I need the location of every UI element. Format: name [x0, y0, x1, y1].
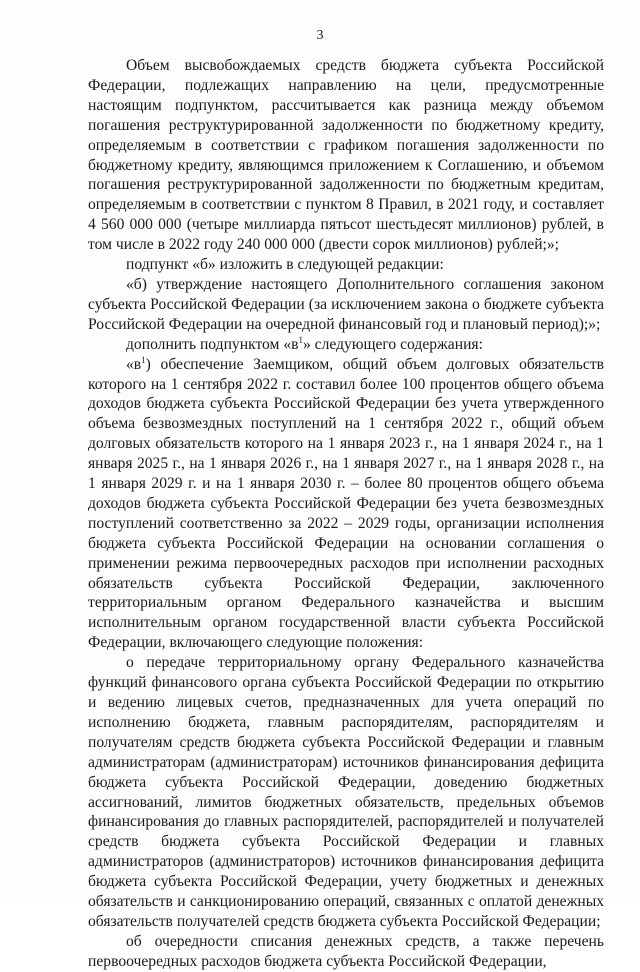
document-body: [88, 56, 604, 972]
paragraph-released-funds: Объем высвобождаемых средств бюджета субъекта Российской Федерации, подлежащих направлению на цели, предусмотренные настоящим подпунктом, рассчитывается как разница между объемом погашения реструктурированной задолженности по бюджетному кредиту, определяемым в соответствии с графиком погашения задолженности по бюджетному кредиту, являющимся приложением к Соглашению, и объемом погашения реструктурированной задолженности по бюджетным кредитам, определяемым в соответствии с пунктом 8 Правил, в 2021 году, и составляет 4 560 000 000 (четыре миллиарда пятьсот шестьдесят миллионов) рублей, в том числе в 2022 году 240 000 000 (двести сорок миллионов) рублей;»;: [88, 57, 604, 254]
text-fragment: » следующего содержания:: [302, 335, 483, 353]
paragraph-subclause-b: «б) утверждение настоящего Дополнительного соглашения законом субъекта Российской Федерации (за исключением закона о бюджете субъекта Российской Федерации на очередной финансовый год и плановый период);»;: [88, 275, 604, 333]
text-fragment: дополнить подпунктом «в: [126, 335, 299, 353]
paragraph-priority-expenses: об очередности списания денежных средств, а также перечень первоочередных расходов бюджета субъекта Российской Федерации,: [88, 932, 604, 970]
text-fragment: «в: [126, 355, 142, 373]
paragraph-subclause-v1: [88, 355, 604, 654]
superscript: 1: [141, 354, 146, 365]
paragraph-add-subclause-v1: [88, 335, 604, 355]
paragraph-treasury-functions: о передаче территориальному органу Федерального казначейства функций финансового органа субъекта Российской Федерации по открытию и ведению лицевых счетов, предназначенных для учета операций по исполнению бюджета, главным распорядителям, распорядителям и получателям средств бюджета субъекта Российской Федерации и главным администраторам (администраторам) источников финансирования дефицита бюджета субъекта Российской Федерации, доведению бюджетных ассигнований, лимитов бюджетных обязательств, предельных объемов финансирования до главных распорядителей, распорядителей и получателей средств бюджета субъекта Российской Федерации и главных администраторов (администраторов) источников финансирования дефицита бюджета субъекта Российской Федерации, учету бюджетных и денежных обязательств и санкционированию операций, связанных с оплатой денежных обязательств получателей средств бюджета субъекта Российской Федерации;: [88, 654, 604, 930]
paragraph-subclause-b-intro: подпункт «б» изложить в следующей редакции:: [126, 256, 444, 274]
page-number: 3: [316, 28, 324, 43]
superscript: 1: [298, 334, 303, 345]
text-fragment: ) обеспечение Заемщиком, общий объем долговых обязательств которого на 1 сентября 2022 г. составил более 100 процентов общего объема доходов бюджета субъекта Российской Федерации без учета утвержденного объема безвозмездных поступлений на 1 сентября 2022 г., общий объем долговых обязательств которого на 1 января 2023 г., на 1 января 2024 г., на 1 января 2025 г., на 1 января 2026 г., на 1 января 2027 г., на 1 января 2028 г., на 1 января 2029 г. и на 1 января 2030 г. – более 80 процентов общего объема доходов бюджета субъекта Российской Федерации без учета безвозмездных поступлений соответственно за 2022 – 2029 годы, организации исполнения бюджета субъекта Российской Федерации на основании соглашения о применении режима первоочередных расходов при исполнении расходных обязательств субъекта Российской Федерации, заключенного территориальным органом Федерального казначейства и высшим исполнительным органом государственной власти субъекта Российской Федерации, включающего следующие положения:: [88, 355, 604, 652]
